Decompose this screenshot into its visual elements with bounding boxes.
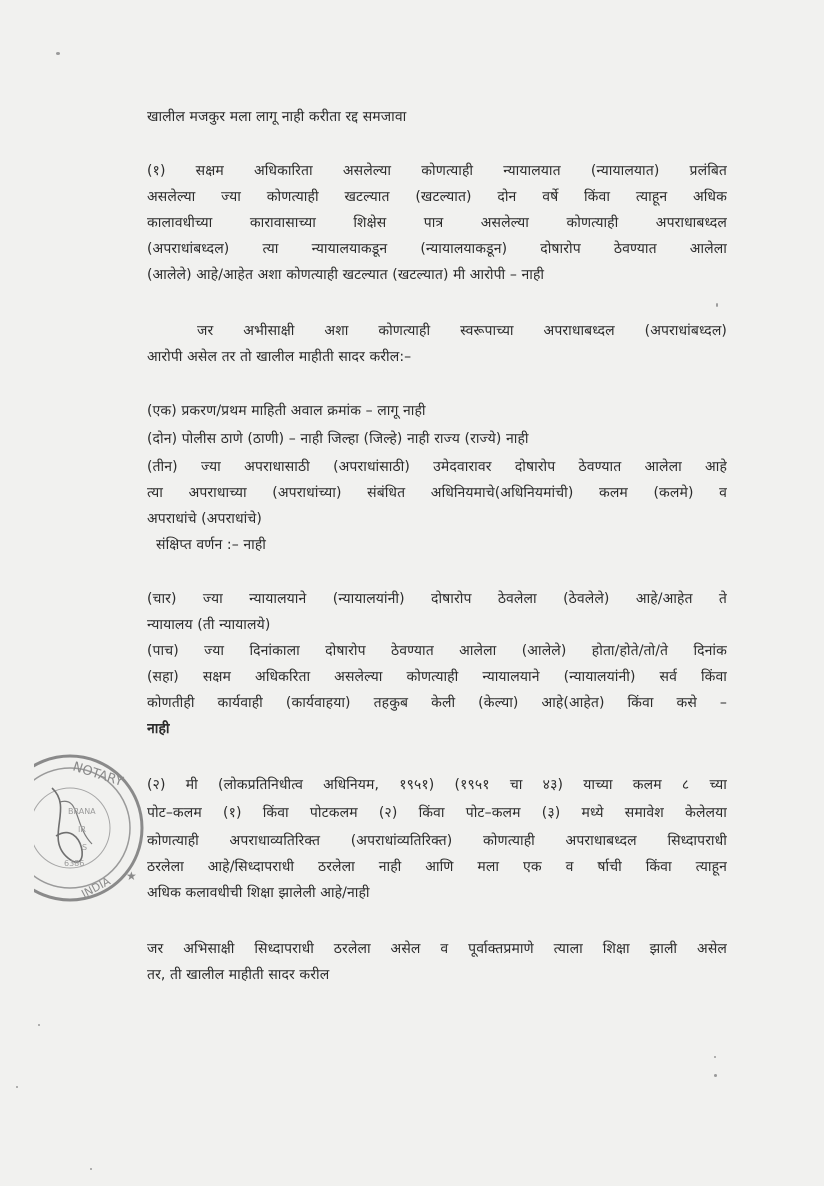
- section3-line: संक्षिप्त वर्णन :– नाही: [156, 537, 267, 553]
- section4-line: (पाच) ज्या दिनांकाला दोषारोप ठेवण्यात आलेला (आलेले) होता/होते/तो/ते दिनांक: [147, 643, 727, 659]
- stamp-inner-text: IR: [78, 825, 86, 834]
- stamp-inner-text: S: [82, 843, 88, 852]
- stamp-star-icon: ★: [126, 869, 137, 883]
- scan-speck: [56, 52, 60, 55]
- section4-line: (सहा) सक्षम अधिकरिता असलेल्या कोणत्याही न्यायालयाने (न्यायालयांनी) सर्व किंवा: [147, 669, 727, 685]
- section3-line: अपराधांचे (अपराधांचे): [147, 511, 262, 527]
- scan-speck: [16, 1086, 18, 1088]
- stamp-inner-text: BRANA: [68, 807, 96, 816]
- notary-seal-icon: [34, 748, 146, 908]
- scan-speck: [38, 1024, 40, 1026]
- section5-line: ठरलेला आहे/सिध्दापराधी ठरलेला नाही आणि मला एक व र्षाची किंवा त्याहून: [147, 859, 727, 875]
- section4-line: न्यायालय (ती न्यायालये): [147, 617, 271, 633]
- scan-speck: [714, 1056, 716, 1058]
- section6-line: जर अभिसाक्षी सिध्दापराधी ठरलेला असेल व पूर्वाक्तप्रमाणे त्याला शिक्षा झाली असेल: [147, 941, 727, 957]
- section1-line: (अपराधांबध्दल) त्या न्यायालयाकडून (न्यायालयाकडून) दोषारोप ठेवण्यात आलेला: [147, 241, 727, 257]
- section2-line: जर अभीसाक्षी अशा कोणत्याही स्वरूपाच्या अपराधाबध्दल (अपराधांबध्दल): [197, 323, 727, 339]
- section3-line: (एक) प्रकरण/प्रथम माहिती अवाल क्रमांक – लागू नाही: [147, 403, 426, 419]
- section5-line: अधिक कलावधीची शिक्षा झालेली आहे/नाही: [147, 885, 370, 901]
- scan-speck: [90, 1168, 92, 1170]
- section3-line: त्या अपराधाच्या (अपराधांच्या) संबंधित अधिनियमाचे(अधिनियमांची) कलम (कलमे) व: [147, 485, 727, 501]
- scan-speck: [716, 303, 718, 307]
- stamp-inner-text: 6386: [64, 859, 85, 868]
- section3-line: (दोन) पोलीस ठाणे (ठाणी) – नाही जिल्हा (जिल्हे) नाही राज्य (राज्ये) नाही: [147, 431, 529, 447]
- section4-line: नाही: [147, 721, 170, 737]
- section5-line: पोट–कलम (१) किंवा पोटकलम (२) किंवा पोट–कलम (३) मध्ये समावेश केलेलया: [147, 805, 727, 821]
- stamp-top-text: NOTARY: [70, 759, 125, 790]
- section1-line: (१) सक्षम अधिकारिता असलेल्या कोणत्याही न्यायालयात (न्यायालयात) प्रलंबित: [147, 163, 727, 179]
- section4-line: (चार) ज्या न्यायालयाने (न्यायालयांनी) दोषारोप ठेवलेला (ठेवलेले) आहे/आहेत ते: [147, 591, 727, 607]
- stamp-bottom-text: INDIA: [79, 874, 113, 901]
- section1-line: असलेल्या ज्या कोणत्याही खटल्यात (खटल्यात) दोन वर्षे किंवा त्याहून अधिक: [147, 189, 727, 205]
- section2-line: आरोपी असेल तर तो खालील माहीती सादर करील:–: [147, 349, 412, 365]
- section4-line: कोणतीही कार्यवाही (कार्यवाहया) तहकुब केली (केल्या) आहे(आहेत) किंवा कसे –: [147, 695, 727, 711]
- scan-speck: [714, 1074, 717, 1077]
- section3-line: (तीन) ज्या अपराधासाठी (अपराधांसाठी) उमेदवारावर दोषारोप ठेवण्यात आलेला आहे: [147, 459, 727, 475]
- notary-stamp: [34, 748, 146, 908]
- document-header: खालील मजकुर मला लागू नाही करीता रद्द समजावा: [147, 109, 407, 125]
- section5-line: (२) मी (लोकप्रतिनिधीत्व अधिनियम, १९५१) (१९५१ चा ४३) याच्या कलम ८ च्या: [147, 777, 727, 793]
- section5-line: कोणत्याही अपराधाव्यतिरिक्त (अपराधांव्यतिरिक्त) कोणत्याही अपराधाबध्दल सिध्दापराधी: [147, 833, 727, 849]
- section6-line: तर, ती खालील माहीती सादर करील: [147, 967, 330, 983]
- section1-line: (आलेले) आहे/आहेत अशा कोणत्याही खटल्यात (खटल्यात) मी आरोपी – नाही: [147, 267, 545, 283]
- section1-line: कालावधीच्या कारावासाच्या शिक्षेस पात्र असलेल्या कोणत्याही अपराधाबध्दल: [147, 215, 727, 231]
